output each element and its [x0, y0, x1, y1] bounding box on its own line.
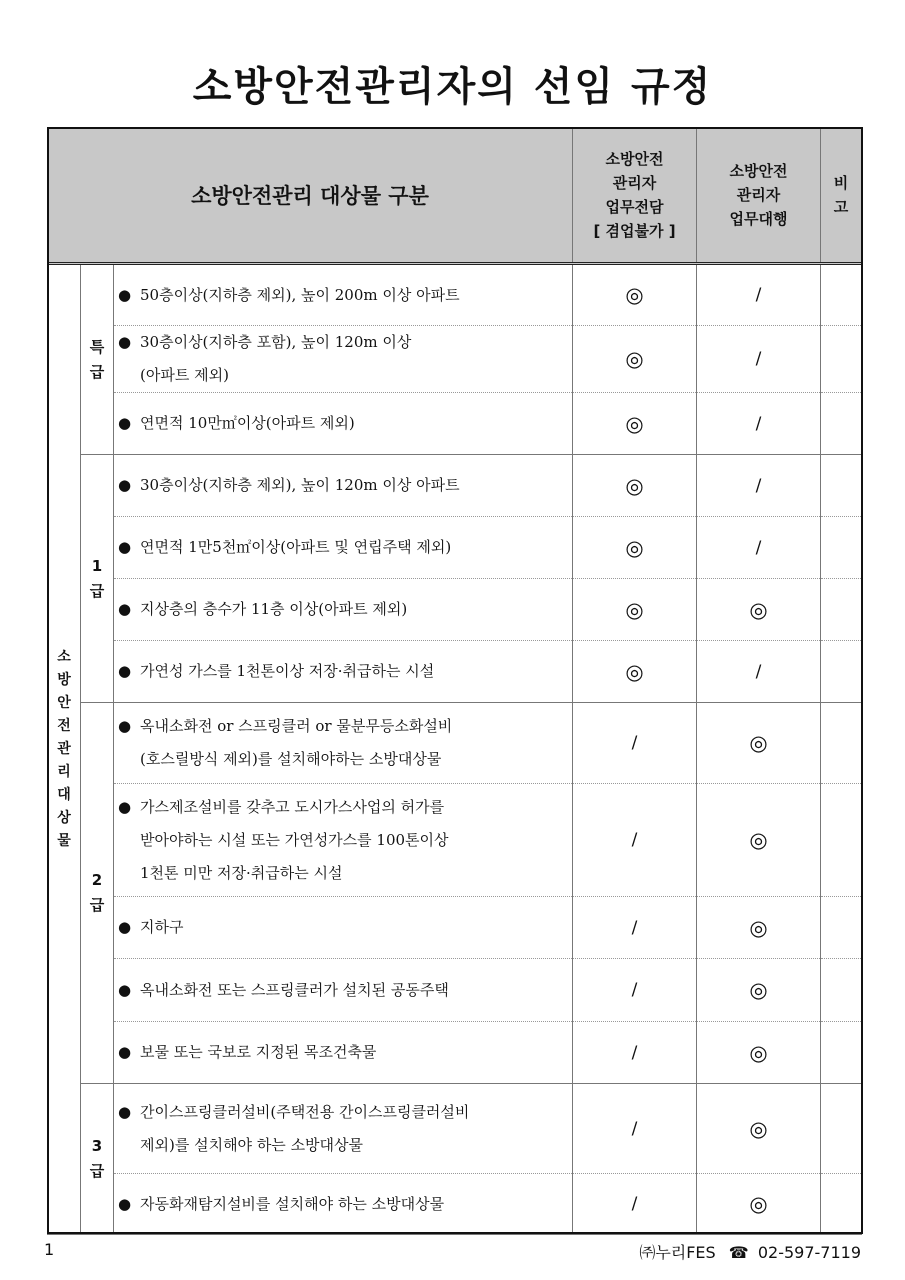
table-row	[48, 393, 862, 455]
criteria-text: 50층이상(지하층 제외), 높이 200m 이상 아파트	[140, 285, 460, 304]
criteria-text: 가연성 가스를 1천톤이상 저장·취급하는 시설	[140, 662, 435, 680]
criteria-text: 지상층의 층수가 11층 이상(아파트 제외)	[140, 600, 408, 618]
dedicated-mark: /	[573, 1022, 697, 1084]
dedicated-mark: ◎	[573, 579, 697, 641]
table-row	[48, 455, 862, 517]
agency-mark: ◎	[697, 959, 821, 1022]
page-title: 소방안전관리자의 선임 규정	[192, 64, 713, 110]
criteria-item	[114, 641, 573, 703]
header-dedicated	[573, 128, 697, 264]
dedicated-mark: /	[573, 897, 697, 959]
table-row	[48, 959, 862, 1022]
company-name: ㈜누리FES	[639, 1243, 716, 1262]
header-agency-line: 관리자	[736, 186, 781, 204]
dedicated-mark: /	[573, 959, 697, 1022]
note-cell	[821, 784, 862, 897]
note-cell	[821, 517, 862, 579]
criteria-line: (아파트 제외)	[140, 366, 229, 384]
criteria-item	[114, 393, 573, 455]
dedicated-mark: ◎	[573, 326, 697, 393]
note-cell	[821, 393, 862, 455]
note-cell	[821, 1174, 862, 1235]
criteria-line	[118, 911, 572, 944]
group-label-char: 물	[57, 833, 71, 849]
bullet-icon: ●	[118, 476, 132, 494]
criteria-item	[114, 784, 573, 897]
grade-label-char: 2	[91, 871, 103, 889]
dedicated-mark: ◎	[573, 393, 697, 455]
grade-label	[81, 703, 114, 1084]
criteria-item	[114, 517, 573, 579]
criteria-line	[118, 326, 572, 359]
criteria-line	[118, 469, 572, 502]
header-note	[821, 128, 862, 264]
criteria-text: 보물 또는 국보로 지정된 목조건축물	[140, 1043, 377, 1061]
criteria-text: 연면적 10만㎡이상(아파트 제외)	[140, 414, 355, 432]
dedicated-mark: ◎	[573, 517, 697, 579]
table-row	[48, 897, 862, 959]
criteria-item	[114, 959, 573, 1022]
criteria-line	[118, 593, 572, 626]
criteria-line	[118, 710, 572, 743]
bullet-icon: ●	[118, 600, 132, 618]
criteria-line	[118, 407, 572, 440]
dedicated-mark: ◎	[573, 455, 697, 517]
header-dedicated-line: 소방안전	[605, 150, 664, 168]
group-label-char: 안	[57, 695, 71, 711]
criteria-text: 지하구	[140, 918, 184, 936]
criteria-text: 연면적 1만5천㎡이상(아파트 및 연립주택 제외)	[140, 538, 452, 556]
page-number: 1	[44, 1240, 55, 1259]
header-agency-line: 업무대행	[729, 210, 788, 228]
criteria-line	[118, 974, 572, 1007]
criteria-line: (호스릴방식 제외)를 설치해야하는 소방대상물	[140, 750, 442, 768]
criteria-text: 간이스프링클러설비(주택전용 간이스프링클러설비	[140, 1102, 470, 1121]
grade-label-char: 1	[91, 556, 103, 575]
criteria-line: 1천톤 미만 저장·취급하는 시설	[140, 863, 343, 882]
bullet-icon: ●	[118, 414, 132, 432]
criteria-item	[114, 1174, 573, 1235]
bullet-icon: ●	[118, 333, 132, 351]
table-row	[48, 579, 862, 641]
group-label-char: 소	[57, 649, 71, 665]
note-cell	[821, 264, 862, 326]
header-agency	[697, 128, 821, 264]
agency-mark: ◎	[697, 703, 821, 784]
note-cell	[821, 455, 862, 517]
footer-contact	[639, 1240, 861, 1263]
note-cell	[821, 1084, 862, 1174]
criteria-item	[114, 579, 573, 641]
header-note-line: 비	[833, 174, 849, 192]
header-dedicated-line: 관리자	[612, 174, 657, 192]
header-dedicated-line: 업무전담	[605, 198, 664, 216]
criteria-item	[114, 1022, 573, 1084]
criteria-item	[114, 703, 573, 784]
grade-label	[81, 1084, 114, 1235]
agency-mark: /	[697, 517, 821, 579]
header-dedicated-line: [ 겸업불가 ]	[593, 222, 676, 240]
bullet-icon: ●	[118, 662, 132, 680]
grade-label	[81, 264, 114, 455]
bullet-icon: ●	[118, 980, 132, 999]
criteria-text: 30층이상(지하층 제외), 높이 120m 이상 아파트	[140, 476, 460, 494]
note-cell	[821, 641, 862, 703]
bullet-icon: ●	[118, 717, 132, 735]
note-cell	[821, 897, 862, 959]
criteria-text: 30층이상(지하층 포함), 높이 120m 이상	[140, 333, 412, 351]
criteria-item	[114, 455, 573, 517]
criteria-line: 받아야하는 시설 또는 가연성가스를 100톤이상	[140, 830, 449, 849]
agency-mark: ◎	[697, 1084, 821, 1174]
grade-label-char: 3	[91, 1137, 103, 1155]
grade-label-char: 급	[89, 896, 105, 914]
header-note-line: 고	[833, 198, 849, 216]
grade-label-char: 급	[89, 362, 105, 381]
bullet-icon: ●	[118, 1194, 132, 1213]
criteria-line	[118, 1096, 572, 1129]
agency-mark: ◎	[697, 897, 821, 959]
grade-label-char: 급	[89, 581, 105, 600]
criteria-item	[114, 264, 573, 326]
criteria-item	[114, 1084, 573, 1174]
criteria-line: 제외)를 설치해야 하는 소방대상물	[140, 1135, 364, 1154]
bullet-icon: ●	[118, 1102, 132, 1121]
criteria-line	[118, 1036, 572, 1069]
criteria-line	[118, 655, 572, 688]
group-label-char: 대	[57, 787, 71, 803]
group-label	[48, 264, 81, 1235]
criteria-item	[114, 897, 573, 959]
note-cell	[821, 579, 862, 641]
table-row	[48, 641, 862, 703]
dedicated-mark: /	[573, 1084, 697, 1174]
agency-mark: ◎	[697, 784, 821, 897]
criteria-text: 옥내소화전 or 스프링클러 or 물분무등소화설비	[140, 717, 453, 735]
grade-label	[81, 455, 114, 703]
agency-mark: ◎	[697, 1174, 821, 1235]
dedicated-mark: ◎	[573, 641, 697, 703]
criteria-line	[118, 1188, 572, 1221]
dedicated-mark: /	[573, 784, 697, 897]
dedicated-mark: /	[573, 703, 697, 784]
agency-mark: ◎	[697, 579, 821, 641]
criteria-line	[118, 279, 572, 312]
header-category: 소방안전관리 대상물 구분	[48, 128, 573, 264]
agency-mark: /	[697, 393, 821, 455]
note-cell	[821, 326, 862, 393]
phone-number: 02-597-7119	[757, 1243, 861, 1262]
criteria-item	[114, 326, 573, 393]
group-label-char: 상	[57, 810, 71, 826]
selection-rules-table	[47, 127, 862, 1235]
table-row	[48, 1084, 862, 1174]
dedicated-mark: /	[573, 1174, 697, 1235]
bullet-icon: ●	[118, 538, 132, 556]
bullet-icon: ●	[118, 285, 132, 304]
agency-mark: ◎	[697, 1022, 821, 1084]
table-row	[48, 1174, 862, 1235]
note-cell	[821, 703, 862, 784]
dedicated-mark: ◎	[573, 264, 697, 326]
grade-label-char: 특	[89, 337, 105, 356]
telephone-icon: ☎	[728, 1243, 749, 1262]
bullet-icon: ●	[118, 918, 132, 936]
group-label-char: 방	[57, 672, 71, 688]
agency-mark: /	[697, 326, 821, 393]
group-label-char: 전	[57, 718, 71, 734]
table-body	[48, 264, 862, 1235]
grade-label-char: 급	[89, 1162, 105, 1180]
agency-mark: /	[697, 455, 821, 517]
table-row	[48, 1022, 862, 1084]
note-cell	[821, 959, 862, 1022]
table-row	[48, 784, 862, 897]
bullet-icon: ●	[118, 797, 132, 816]
bullet-icon: ●	[118, 1043, 132, 1061]
agency-mark: /	[697, 641, 821, 703]
header-agency-line: 소방안전	[729, 162, 788, 180]
criteria-text: 가스제조설비를 갖추고 도시가스사업의 허가를	[140, 797, 445, 816]
table-row	[48, 703, 862, 784]
group-label-char: 리	[57, 764, 71, 780]
table-row	[48, 517, 862, 579]
criteria-text: 자동화재탐지설비를 설치해야 하는 소방대상물	[140, 1194, 445, 1213]
criteria-text: 옥내소화전 또는 스프링클러가 설치된 공동주택	[140, 980, 449, 999]
note-cell	[821, 1022, 862, 1084]
criteria-line	[118, 531, 572, 564]
table-row	[48, 326, 862, 393]
criteria-line	[118, 791, 572, 824]
group-label-char: 관	[57, 741, 71, 757]
agency-mark: /	[697, 264, 821, 326]
table-row	[48, 264, 862, 326]
